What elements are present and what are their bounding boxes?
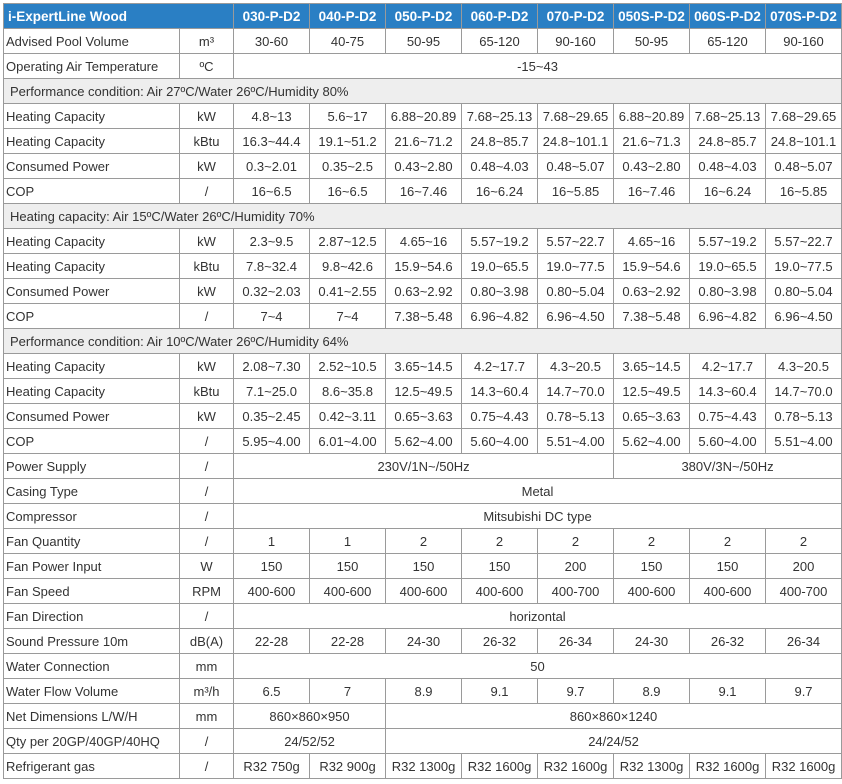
value-cell: 1 (310, 529, 386, 554)
table-row (4, 629, 842, 654)
model-column-header: 050-P-D2 (386, 4, 462, 29)
value-cell: 0.65~3.63 (386, 404, 462, 429)
value-cell: 7.68~29.65 (766, 104, 842, 129)
table-row (4, 754, 842, 779)
value-cell: 0.75~4.43 (690, 404, 766, 429)
table-row (4, 504, 842, 529)
table-row (4, 429, 842, 454)
row-label: Power Supply (4, 454, 180, 479)
row-label: Heating Capacity (4, 229, 180, 254)
table-row (4, 654, 842, 679)
value-cell: 5.95~4.00 (234, 429, 310, 454)
row-unit: kW (180, 279, 234, 304)
value-cell: 2 (386, 529, 462, 554)
table-row (4, 179, 842, 204)
value-cell: 16~6.24 (462, 179, 538, 204)
value-cell: 2 (462, 529, 538, 554)
header-row (4, 4, 842, 29)
row-unit: W (180, 554, 234, 579)
value-cell: 12.5~49.5 (614, 379, 690, 404)
value-cell: 0.48~5.07 (766, 154, 842, 179)
value-cell: 200 (766, 554, 842, 579)
value-cell: 5.51~4.00 (766, 429, 842, 454)
table-row (4, 254, 842, 279)
value-cell: 400-600 (614, 579, 690, 604)
value-cell: 30-60 (234, 29, 310, 54)
row-label: Fan Power Input (4, 554, 180, 579)
value-cell: 65-120 (462, 29, 538, 54)
value-cell: 24.8~101.1 (538, 129, 614, 154)
value-cell: 150 (310, 554, 386, 579)
row-label: Advised Pool Volume (4, 29, 180, 54)
row-unit: mm (180, 704, 234, 729)
row-label: Fan Speed (4, 579, 180, 604)
value-cell: 200 (538, 554, 614, 579)
value-cell: 4.8~13 (234, 104, 310, 129)
value-cell: 0.48~4.03 (690, 154, 766, 179)
value-cell: 26-32 (690, 629, 766, 654)
row-label: Sound Pressure 10m (4, 629, 180, 654)
value-cell: 21.6~71.3 (614, 129, 690, 154)
value-cell: 14.7~70.0 (538, 379, 614, 404)
value-cell: 7.8~32.4 (234, 254, 310, 279)
value-cell: 6.01~4.00 (310, 429, 386, 454)
value-cell: 5.57~19.2 (690, 229, 766, 254)
value-cell: 7.38~5.48 (614, 304, 690, 329)
model-column-header: 050S-P-D2 (614, 4, 690, 29)
value-cell: 400-700 (538, 579, 614, 604)
table-row (4, 404, 842, 429)
row-label: Fan Direction (4, 604, 180, 629)
value-cell: 16~5.85 (538, 179, 614, 204)
value-cell: 24/24/52 (386, 729, 842, 754)
table-row (4, 229, 842, 254)
value-cell: 16~7.46 (614, 179, 690, 204)
table-row (4, 104, 842, 129)
value-cell: 0.78~5.13 (766, 404, 842, 429)
value-cell: 50-95 (614, 29, 690, 54)
row-label: Water Connection (4, 654, 180, 679)
value-cell: 1 (234, 529, 310, 554)
row-unit: / (180, 479, 234, 504)
row-unit: / (180, 529, 234, 554)
value-cell: 50 (234, 654, 842, 679)
row-unit: / (180, 604, 234, 629)
value-cell: 5.57~22.7 (538, 229, 614, 254)
value-cell: R32 1600g (690, 754, 766, 779)
value-cell: 8.6~35.8 (310, 379, 386, 404)
value-cell: 15.9~54.6 (386, 254, 462, 279)
value-cell: 4.3~20.5 (538, 354, 614, 379)
value-cell: 9.7 (766, 679, 842, 704)
value-cell: 16~7.46 (386, 179, 462, 204)
row-unit: mm (180, 654, 234, 679)
value-cell: 0.35~2.45 (234, 404, 310, 429)
value-cell: 5.60~4.00 (690, 429, 766, 454)
value-cell: 19.1~51.2 (310, 129, 386, 154)
row-label: COP (4, 304, 180, 329)
value-cell: 16~6.5 (234, 179, 310, 204)
value-cell: 50-95 (386, 29, 462, 54)
value-cell: 0.75~4.43 (462, 404, 538, 429)
value-cell: 0.80~5.04 (766, 279, 842, 304)
spec-table (3, 3, 842, 779)
row-label: Heating Capacity (4, 129, 180, 154)
value-cell: 2.08~7.30 (234, 354, 310, 379)
value-cell: 9.1 (690, 679, 766, 704)
value-cell: 16~6.24 (690, 179, 766, 204)
value-cell: 860×860×1240 (386, 704, 842, 729)
value-cell: 400-600 (690, 579, 766, 604)
value-cell: 14.7~70.0 (766, 379, 842, 404)
value-cell: 5.6~17 (310, 104, 386, 129)
value-cell: 7 (310, 679, 386, 704)
section-heading: Heating capacity: Air 15ºC/Water 26ºC/Humidity 70% (4, 204, 842, 229)
table-row (4, 454, 842, 479)
value-cell: 19.0~77.5 (766, 254, 842, 279)
row-unit: m³ (180, 29, 234, 54)
value-cell: R32 750g (234, 754, 310, 779)
value-cell: 150 (234, 554, 310, 579)
row-unit: / (180, 504, 234, 529)
value-cell: 2 (766, 529, 842, 554)
value-cell: 26-34 (766, 629, 842, 654)
value-cell: 0.80~3.98 (462, 279, 538, 304)
row-unit: kBtu (180, 379, 234, 404)
value-cell: 6.96~4.82 (462, 304, 538, 329)
value-cell: 400-700 (766, 579, 842, 604)
table-row (4, 704, 842, 729)
model-column-header: 070S-P-D2 (766, 4, 842, 29)
value-cell: 24.8~85.7 (690, 129, 766, 154)
value-cell: Mitsubishi DC type (234, 504, 842, 529)
table-row (4, 604, 842, 629)
value-cell: 0.3~2.01 (234, 154, 310, 179)
value-cell: 90-160 (538, 29, 614, 54)
value-cell: 5.51~4.00 (538, 429, 614, 454)
row-unit: dB(A) (180, 629, 234, 654)
value-cell: 860×860×950 (234, 704, 386, 729)
value-cell: 400-600 (386, 579, 462, 604)
value-cell: 6.96~4.82 (690, 304, 766, 329)
value-cell: 4.3~20.5 (766, 354, 842, 379)
value-cell: 0.32~2.03 (234, 279, 310, 304)
value-cell: 16~6.5 (310, 179, 386, 204)
section-heading: Performance condition: Air 10ºC/Water 26ºC/Humidity 64% (4, 329, 842, 354)
value-cell: 380V/3N~/50Hz (614, 454, 842, 479)
row-unit: kW (180, 104, 234, 129)
section-row (4, 204, 842, 229)
value-cell: R32 1300g (614, 754, 690, 779)
value-cell: R32 1600g (462, 754, 538, 779)
section-row (4, 329, 842, 354)
row-label: Consumed Power (4, 154, 180, 179)
row-unit: kW (180, 154, 234, 179)
value-cell: 16.3~44.4 (234, 129, 310, 154)
value-cell: 6.96~4.50 (538, 304, 614, 329)
value-cell: 6.5 (234, 679, 310, 704)
value-cell: 6.88~20.89 (614, 104, 690, 129)
value-cell: 2.3~9.5 (234, 229, 310, 254)
value-cell: 22-28 (310, 629, 386, 654)
value-cell: 24-30 (614, 629, 690, 654)
value-cell: 0.65~3.63 (614, 404, 690, 429)
value-cell: 6.96~4.50 (766, 304, 842, 329)
value-cell: 19.0~65.5 (690, 254, 766, 279)
row-unit: kBtu (180, 129, 234, 154)
row-label: Consumed Power (4, 279, 180, 304)
value-cell: 400-600 (310, 579, 386, 604)
value-cell: 4.65~16 (614, 229, 690, 254)
row-unit: m³/h (180, 679, 234, 704)
table-row (4, 354, 842, 379)
row-label: Qty per 20GP/40GP/40HQ (4, 729, 180, 754)
row-label: Heating Capacity (4, 379, 180, 404)
value-cell: 0.80~5.04 (538, 279, 614, 304)
row-unit: kW (180, 404, 234, 429)
value-cell: -15~43 (234, 54, 842, 79)
value-cell: 150 (386, 554, 462, 579)
row-label: Water Flow Volume (4, 679, 180, 704)
model-column-header: 060S-P-D2 (690, 4, 766, 29)
value-cell: 3.65~14.5 (386, 354, 462, 379)
table-row (4, 554, 842, 579)
row-label: COP (4, 179, 180, 204)
table-row (4, 579, 842, 604)
value-cell: 7~4 (310, 304, 386, 329)
value-cell: R32 1600g (766, 754, 842, 779)
value-cell: 9.7 (538, 679, 614, 704)
section-row (4, 79, 842, 104)
row-label: Fan Quantity (4, 529, 180, 554)
model-column-header: 040-P-D2 (310, 4, 386, 29)
spec-table-body (4, 29, 842, 779)
value-cell: 4.65~16 (386, 229, 462, 254)
value-cell: 2 (690, 529, 766, 554)
value-cell: 12.5~49.5 (386, 379, 462, 404)
value-cell: 3.65~14.5 (614, 354, 690, 379)
row-label: COP (4, 429, 180, 454)
value-cell: 26-32 (462, 629, 538, 654)
value-cell: 150 (614, 554, 690, 579)
table-row (4, 279, 842, 304)
model-column-header: 030-P-D2 (234, 4, 310, 29)
row-label: Compressor (4, 504, 180, 529)
value-cell: 21.6~71.2 (386, 129, 462, 154)
value-cell: 2 (538, 529, 614, 554)
row-label: Net Dimensions L/W/H (4, 704, 180, 729)
row-label: Heating Capacity (4, 354, 180, 379)
table-row (4, 529, 842, 554)
value-cell: 150 (462, 554, 538, 579)
value-cell: 90-160 (766, 29, 842, 54)
row-unit: kBtu (180, 254, 234, 279)
value-cell: R32 1300g (386, 754, 462, 779)
table-row (4, 304, 842, 329)
value-cell: 15.9~54.6 (614, 254, 690, 279)
value-cell: 40-75 (310, 29, 386, 54)
row-unit: / (180, 429, 234, 454)
row-unit: ºC (180, 54, 234, 79)
table-row (4, 154, 842, 179)
table-row (4, 479, 842, 504)
value-cell: 24.8~101.1 (766, 129, 842, 154)
row-label: Heating Capacity (4, 254, 180, 279)
value-cell: 0.63~2.92 (614, 279, 690, 304)
row-unit: / (180, 754, 234, 779)
value-cell: 5.57~19.2 (462, 229, 538, 254)
value-cell: 150 (690, 554, 766, 579)
value-cell: 230V/1N~/50Hz (234, 454, 614, 479)
value-cell: 0.43~2.80 (386, 154, 462, 179)
value-cell: 2.52~10.5 (310, 354, 386, 379)
value-cell: 22-28 (234, 629, 310, 654)
row-label: Consumed Power (4, 404, 180, 429)
model-column-header: 070-P-D2 (538, 4, 614, 29)
value-cell: 9.1 (462, 679, 538, 704)
value-cell: 26-34 (538, 629, 614, 654)
row-label: Refrigerant gas (4, 754, 180, 779)
row-unit: / (180, 729, 234, 754)
value-cell: 5.62~4.00 (386, 429, 462, 454)
row-unit: kW (180, 229, 234, 254)
value-cell: 6.88~20.89 (386, 104, 462, 129)
value-cell: 0.43~2.80 (614, 154, 690, 179)
value-cell: 0.63~2.92 (386, 279, 462, 304)
value-cell: 5.62~4.00 (614, 429, 690, 454)
model-column-header: 060-P-D2 (462, 4, 538, 29)
value-cell: 400-600 (234, 579, 310, 604)
value-cell: 14.3~60.4 (690, 379, 766, 404)
value-cell: 14.3~60.4 (462, 379, 538, 404)
value-cell: R32 900g (310, 754, 386, 779)
value-cell: 7.68~29.65 (538, 104, 614, 129)
value-cell: 0.48~5.07 (538, 154, 614, 179)
table-row (4, 29, 842, 54)
value-cell: 7.1~25.0 (234, 379, 310, 404)
value-cell: 8.9 (614, 679, 690, 704)
value-cell: 19.0~77.5 (538, 254, 614, 279)
table-row (4, 129, 842, 154)
table-row (4, 54, 842, 79)
row-label: Operating Air Temperature (4, 54, 180, 79)
value-cell: 0.78~5.13 (538, 404, 614, 429)
value-cell: 7.38~5.48 (386, 304, 462, 329)
value-cell: 16~5.85 (766, 179, 842, 204)
value-cell: 4.2~17.7 (462, 354, 538, 379)
value-cell: 65-120 (690, 29, 766, 54)
value-cell: 4.2~17.7 (690, 354, 766, 379)
row-label: Casing Type (4, 479, 180, 504)
value-cell: 2.87~12.5 (310, 229, 386, 254)
value-cell: 24.8~85.7 (462, 129, 538, 154)
value-cell: Metal (234, 479, 842, 504)
value-cell: 0.48~4.03 (462, 154, 538, 179)
row-label: Heating Capacity (4, 104, 180, 129)
value-cell: 9.8~42.6 (310, 254, 386, 279)
value-cell: 0.80~3.98 (690, 279, 766, 304)
value-cell: 0.42~3.11 (310, 404, 386, 429)
value-cell: 19.0~65.5 (462, 254, 538, 279)
value-cell: horizontal (234, 604, 842, 629)
table-row (4, 679, 842, 704)
value-cell: 8.9 (386, 679, 462, 704)
value-cell: R32 1600g (538, 754, 614, 779)
value-cell: 7~4 (234, 304, 310, 329)
value-cell: 0.41~2.55 (310, 279, 386, 304)
value-cell: 400-600 (462, 579, 538, 604)
row-unit: kW (180, 354, 234, 379)
section-heading: Performance condition: Air 27ºC/Water 26ºC/Humidity 80% (4, 79, 842, 104)
value-cell: 0.35~2.5 (310, 154, 386, 179)
value-cell: 7.68~25.13 (690, 104, 766, 129)
value-cell: 5.60~4.00 (462, 429, 538, 454)
table-row (4, 379, 842, 404)
row-unit: / (180, 304, 234, 329)
table-row (4, 729, 842, 754)
row-unit: RPM (180, 579, 234, 604)
value-cell: 24/52/52 (234, 729, 386, 754)
value-cell: 5.57~22.7 (766, 229, 842, 254)
model-name-header: i-ExpertLine Wood (4, 4, 234, 29)
row-unit: / (180, 179, 234, 204)
value-cell: 7.68~25.13 (462, 104, 538, 129)
value-cell: 2 (614, 529, 690, 554)
value-cell: 24-30 (386, 629, 462, 654)
row-unit: / (180, 454, 234, 479)
